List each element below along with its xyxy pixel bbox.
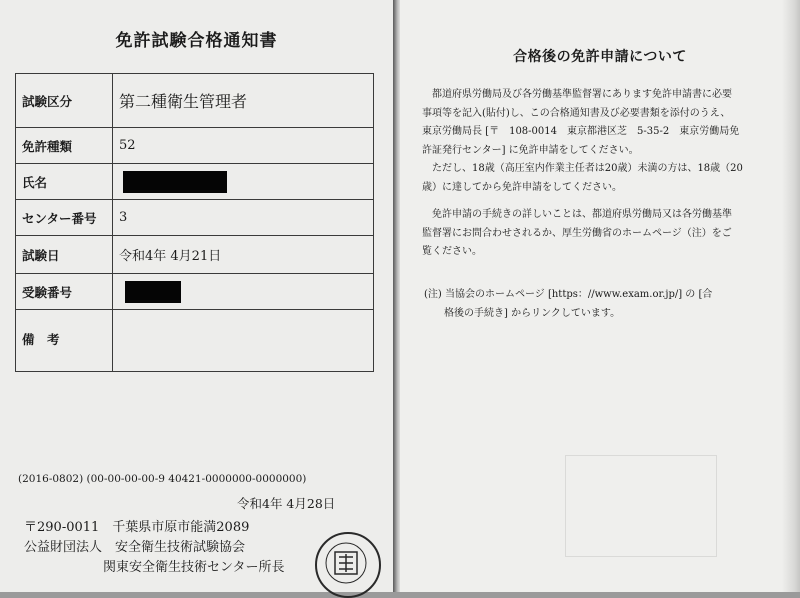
label-license-type: 免許種類 (16, 128, 113, 164)
label-name: 氏名 (16, 164, 113, 200)
text-line: (注) 当協会のホームページ [https：//www.exam.or.jp/] の [合 (424, 289, 713, 300)
label-center-number: センター番号 (16, 200, 113, 236)
show-through-mark (565, 455, 717, 557)
text-line: 許証発行センター] に免許申請をしてください。 (422, 144, 639, 156)
text-line: 監督署にお問合わせされるか、厚生労働省のホームページ（注）をご (422, 227, 732, 239)
table-row (16, 310, 374, 372)
issue-date: 令和4年 4月28日 (237, 496, 336, 511)
text-line: 歳）に達してから免許申請をしてください。 (422, 181, 622, 193)
text-line: 覧ください。 (422, 246, 482, 257)
table-row (16, 128, 374, 164)
table-row (16, 236, 374, 274)
redaction-bar (125, 281, 181, 303)
value-name (113, 164, 374, 200)
issuer-organization: 公益財団法人 安全衛生技術試験協会 (24, 540, 246, 555)
label-remarks: 備 考 (16, 310, 113, 372)
page-fold (393, 0, 400, 592)
notice-footnote (424, 286, 780, 323)
text-line: 事項等を記入(貼付)し、この合格通知書及び必要書類を添付のうえ、 (422, 107, 731, 119)
notice-paragraph-2 (422, 160, 780, 197)
table-row (16, 200, 374, 236)
page-edge-shadow (782, 0, 800, 592)
seal-mark (317, 534, 375, 592)
redaction-bar (123, 171, 227, 193)
value-center-number: 3 (113, 200, 374, 236)
notice-paragraph-3 (422, 206, 780, 262)
document-code: (2016-0802) (00-00-00-00-9 40421-0000000-0000000) (18, 473, 307, 485)
issuer-office: 関東安全衛生技術センター所長 (103, 560, 285, 575)
text-line: ただし、18歳（高圧室内作業主任者は20歳）未満の方は、18歳（20 (432, 163, 743, 174)
certificate-title: 免許試験合格通知書 (115, 31, 278, 51)
table-row (16, 274, 374, 310)
value-exam-number (113, 274, 374, 310)
value-exam-category: 第二種衛生管理者 (113, 74, 374, 128)
label-exam-category: 試験区分 (16, 74, 113, 128)
value-remarks (113, 310, 374, 372)
text-line: 免許申請の手続きの詳しいことは、都道府県労働局又は各労働基準 (432, 209, 732, 220)
text-line: 格後の手続き] からリンクしています。 (444, 307, 621, 319)
official-seal (315, 532, 381, 598)
certificate-table (15, 73, 374, 372)
issuer-address: 〒290-0011 千葉県市原市能満2089 (24, 520, 250, 535)
value-exam-date: 令和4年 4月21日 (113, 236, 374, 274)
table-row (16, 74, 374, 128)
notice-paragraph-1 (422, 86, 780, 160)
value-license-type: 52 (113, 128, 374, 164)
text-line: 都道府県労働局及び各労働基準監督署にあります免許申請書に必要 (432, 89, 732, 100)
text-line: 東京労働局長 [〒 108-0014 東京都港区芝 5-35-2 東京労働局免 (422, 126, 740, 137)
notice-title: 合格後の免許申請について (513, 49, 687, 65)
label-exam-number: 受験番号 (16, 274, 113, 310)
label-exam-date: 試験日 (16, 236, 113, 274)
table-row (16, 164, 374, 200)
